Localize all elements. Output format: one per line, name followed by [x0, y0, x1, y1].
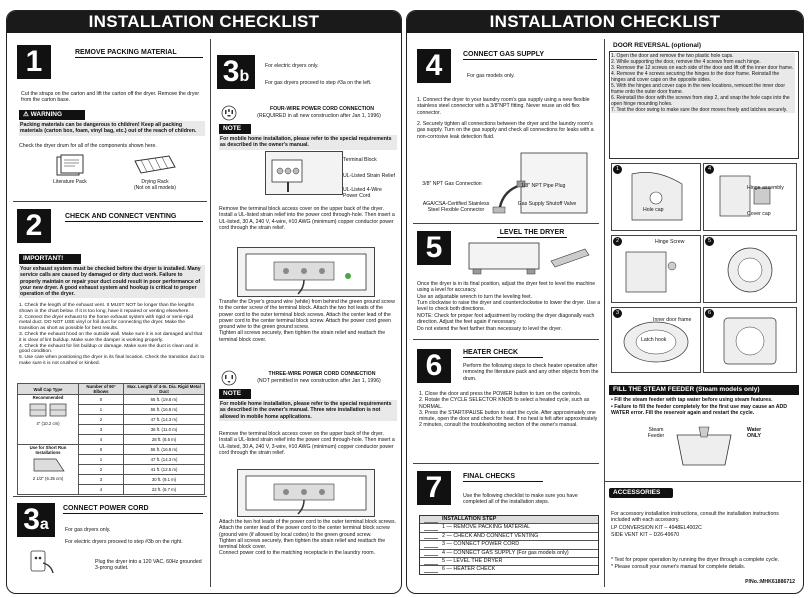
door-fig-num-2: 2 — [613, 237, 622, 246]
checklist-item[interactable]: 1 — REMOVE PACKING MATERIAL — [420, 524, 598, 532]
step-1-title: REMOVE PACKING MATERIAL — [75, 49, 203, 58]
checklist-item[interactable]: 2 — CHECK AND CONNECT VENTING — [420, 533, 598, 541]
literature-pack-image — [55, 154, 85, 178]
table-row — [18, 395, 205, 405]
door-figure-4 — [703, 163, 797, 231]
label-latch-hook: Latch hook — [641, 337, 667, 343]
label-strain-relief: UL-Listed Strain Relief — [343, 173, 395, 179]
door-fig-num-4: 4 — [705, 165, 714, 174]
door-steps — [611, 53, 795, 113]
step-2-number: 2 — [17, 209, 51, 243]
label-four-wire-cord: UL-Listed 4-Wire Power Cord — [343, 187, 382, 200]
step-4-number: 4 — [417, 49, 451, 83]
four-wire-body-2: Transfer the Dryer's ground wire (white) from behind the green ground screw to the center screw of the terminal block. Attach the two hot leads of the power cord to the outer terminal block screws. Attach the center lead of the power cord to the center terminal block screw. Attach the power cord green ground wire to the green ground screw. Tighten all screws securely, then tighten the strain relief and reattach the terminal block cover. — [219, 299, 395, 343]
left-panel — [6, 10, 402, 594]
part-number: P/No.:MHK61886712 — [745, 579, 795, 585]
step-3a-digit: 3 — [23, 503, 40, 536]
dims-short-run: 2 1/2" (6.35 cm) — [32, 476, 64, 481]
table-cell: 41 ft. (12.5 m) — [124, 465, 205, 475]
label-gas-connection: 3/8" NPT Gas Connection — [422, 181, 482, 187]
label-cover-cap: Cover cap — [747, 211, 771, 217]
steam-bullet-2: • Failure to fill the feeder completely for the first use may cause an ADD WATER error. Fill the reservoir again and restart the cycle. — [611, 404, 788, 417]
step-1-body: Cut the straps on the carton and lift the carton off the dryer. Remove the dryer from the carton base. — [21, 91, 200, 104]
step-7-title: FINAL CHECKS — [463, 473, 543, 482]
step-3a-letter: a — [39, 516, 49, 533]
group-short-run — [18, 445, 79, 495]
table-cell: 4 — [79, 435, 124, 445]
four-prong-outlet-icon — [221, 105, 237, 121]
three-wire-subtitle: (NOT permitted in new construction after Jan 1, 1996) — [257, 378, 381, 384]
warning-icon: ⚠ — [23, 111, 29, 118]
drying-rack-image — [131, 153, 177, 177]
door-figure-5 — [703, 235, 797, 303]
steam-title: FILL THE STEAM FEEDER (Steam models only) — [609, 385, 799, 395]
plug-image — [29, 549, 55, 575]
check-components-text: Check the dryer drum for all of the components shown here. — [19, 143, 157, 149]
right-header: INSTALLATION CHECKLIST — [407, 11, 803, 33]
three-wire-body: Remove the terminal block access cover on the upper back of the dryer. Install a UL-listed strain relief into the power cord through-hole. Then insert a UL-listed, 30 A, 240 V, 3-wire, #10 AWG (minimum) copper conductor power cord through the strain relief. — [219, 431, 395, 456]
dims-recommended: 4" (10.2 cm) — [36, 421, 60, 426]
door-step-4: 4. Remove the 4 screws securing the hinges to the door frame. Reinstall the hinges and cover caps on the opposite sides. — [611, 71, 780, 83]
table-cell: 36 ft. (11.0 m) — [124, 425, 205, 435]
step-3a-line1: For gas dryers only. — [65, 527, 111, 533]
checklist-item[interactable]: 3 — CONNECT POWER CORD — [420, 541, 598, 549]
gas-step-2: 2. Securely tighten all connections between the dryer and the laundry room's gas supply. Turn on the gas supply and check all connections for leaks with a non-corrosive leak detection fluid. — [417, 121, 594, 140]
step-2-title: CHECK AND CONNECT VENTING — [65, 213, 203, 222]
door-fig-num-5: 5 — [705, 237, 714, 246]
note-label-2: NOTE — [219, 389, 251, 399]
group-recommended — [18, 395, 79, 445]
venting-step-5: 5. Use care when positioning the dryer in its final location. Check the transition duct to make sure it is not crushed or kinked. — [19, 355, 205, 366]
door-step-2: 2. While supporting the door, remove the 4 screws from each hinge. — [611, 59, 761, 65]
table-cell: 2 — [79, 415, 124, 425]
steam-bullet-1: • Fill the steam feeder with tap water before using steam features. — [611, 397, 773, 403]
level-dryer-diagram — [459, 241, 595, 277]
four-wire-body: Remove the terminal block access cover on the upper back of the dryer. Install a UL-listed strain relief into the power cord through-hole. Then insert a UL-listed, 30 A, 240 V, 4-wire, #10 AWG (minimum) copper conductor power cord through the strain relief. — [219, 206, 395, 231]
accessories-title: ACCESSORIES — [609, 488, 673, 498]
four-wire-title: FOUR-WIRE POWER CORD CONNECTION — [269, 106, 375, 112]
important-label: IMPORTANT! — [19, 254, 81, 264]
step-1-number: 1 — [17, 45, 51, 79]
step-6-title: HEATER CHECK — [463, 349, 543, 358]
table-cell: 30 ft. (9.1 m) — [124, 475, 205, 485]
table-header: Number of 90° Elbows — [79, 384, 124, 395]
step-3b-letter: b — [239, 68, 250, 85]
warning-text: Packing materials can be dangerous to children! Keep all packing materials (carton box, foam, vinyl bag, etc.) out of the reach of children. — [19, 121, 205, 136]
table-header: Max. Length of 4-In. Dia. Rigid Metal Duct — [124, 384, 205, 395]
three-prong-outlet-icon — [221, 370, 237, 386]
divider-r4 — [605, 481, 801, 482]
label-terminal-block: Terminal Block — [343, 157, 377, 163]
table-cell: 65 ft. (19.8 m) — [124, 395, 205, 405]
step-3b-digit: 3 — [222, 55, 240, 88]
steam-feeder-diagram — [669, 425, 739, 471]
venting-steps — [19, 303, 205, 367]
footnote-1: * Test for proper operation by running the dryer through a complete cycle. — [611, 557, 780, 563]
divider-r3 — [413, 463, 599, 464]
label-hinge-screw: Hinge Screw — [655, 239, 685, 245]
three-wire-body-2: Attach the two hot leads of the power cord to the outer terminal block screws. Attach the center lead of the power cord to the center terminal block screw (ground wire (if allowed by local codes) to the green ground screw. Tighten all screws securely, then tighten the strain relief and reattach the terminal block cover. Connect power cord to the matching receptacle in the laundry room. — [219, 519, 397, 557]
divider-r1 — [413, 223, 599, 224]
step-5-number: 5 — [417, 231, 451, 265]
step-4-title: CONNECT GAS SUPPLY — [463, 51, 597, 60]
step-3b-line2: For gas dryers proceed to step #3a on the left. — [265, 80, 372, 86]
door-fig-num-6: 6 — [705, 309, 714, 318]
table-cell: 1 — [79, 405, 124, 415]
column-divider-right — [604, 39, 605, 587]
step-3b-number — [217, 55, 255, 89]
door-fig-num-1: 1 — [613, 165, 622, 174]
label-hinge-assembly: Hinge assembly — [747, 185, 784, 191]
literature-pack-caption: Literature Pack — [53, 179, 87, 185]
checklist-item[interactable]: 5 — LEVEL THE DRYER — [420, 558, 598, 566]
heater-step-2: 2. Rotate the CYCLE SELECTOR KNOB to select a heated cycle, such as NORMAL. — [419, 397, 590, 410]
step-3a-line2: For electric dryers proceed to step #3b on the right. — [65, 539, 183, 545]
door-figure-6 — [703, 307, 797, 373]
strain-relief-diagram — [265, 151, 343, 195]
accessory-kit-1: LP CONVERSION KIT – 4948EL4002C — [611, 525, 702, 531]
four-wire-diagram — [237, 247, 375, 297]
table-header: Wall Cap Type — [18, 384, 79, 395]
table-cell: 3 — [79, 475, 124, 485]
venting-step-4: 4. Check the exhaust for lint buildup or damage. Make sure the duct is clean and in good condition. — [19, 343, 199, 355]
accessories-body: For accessory installation instructions, consult the installation instructions included with each accessory. — [611, 511, 779, 524]
important-text: Your exhaust system must be checked before the dryer is installed. Many service calls are caused by damaged or dirty duct work. Failure to properly maintain or repair your duct could result in poor performance of your new dryer. A good exhaust system and hookup is critical to proper operation of the dryer. — [19, 265, 205, 298]
table-cell: 3 — [79, 425, 124, 435]
door-step-3: 3. Remove the 12 screws on each side of the door and lift off the inner door frame. — [611, 65, 794, 71]
venting-step-1: 1. Check the length of the exhaust vent. It MUST NOT be longer than the lengths shown in the chart below. If it is too long, have it repaired or venting elsewhere. — [19, 303, 194, 314]
drying-rack-caption: Drying Rack (Not on all models) — [134, 179, 176, 191]
label-hole-cap: Hole cap — [643, 207, 664, 213]
note-label-1: NOTE — [219, 124, 251, 134]
step-3a-title: CONNECT POWER CORD — [63, 505, 203, 514]
table-cell: 4 — [79, 485, 124, 495]
door-fig-num-3: 3 — [613, 309, 622, 318]
level-note: NOTE: Check for proper foot adjustment by rocking the dryer diagonally each direction. Adjust the feet again if necessary. Do not extend the feet farther than necessary to level the dryer. — [417, 313, 595, 332]
step-5-title: LEVEL THE DRYER — [497, 229, 567, 238]
label-inner-door-frame: Inner door frame — [653, 317, 692, 323]
table-cell: 55 ft. (16.8 m) — [124, 445, 205, 455]
checklist-item[interactable]: 4 — CONNECT GAS SUPPLY (For gas models only) — [420, 550, 598, 558]
checklist-item[interactable]: 6 — HEATER CHECK — [420, 566, 598, 573]
three-wire-title: THREE-WIRE POWER CORD CONNECTION — [268, 371, 376, 377]
heater-intro: Perform the following steps to check heater operation after removing the literature pack and any other objects from the drum. — [463, 363, 599, 382]
heater-step-1: 1. Close the door and press the POWER button to turn on the controls. — [419, 391, 582, 397]
footnote-2: * Please consult your owner's manual for complete details. — [611, 564, 746, 570]
column-divider — [210, 39, 211, 587]
door-figure-1 — [611, 163, 701, 231]
gas-step-1: 1. Connect the dryer to your laundry room's gas supply using a new flexible stainless steel connector with a 3/8"NPT fitting. Never reuse an old flex connector. — [417, 97, 590, 116]
door-step-7: 7. Test the door swing to make sure the door moves freely and latches securely. — [611, 107, 788, 113]
three-wire-diagram — [237, 469, 375, 517]
checklist-header: INSTALLATION STEP — [420, 516, 598, 524]
table-row — [18, 445, 205, 455]
step-6-number: 6 — [417, 349, 451, 383]
door-step-6: 6. Reinstall the door with the screws from step 2, and snap the hole caps into the open hinge mounting holes. — [611, 95, 790, 107]
warning-label-text: WARNING — [30, 111, 63, 118]
step-3a-number — [17, 503, 55, 537]
table-cell: 47 ft. (14.3 m) — [124, 455, 205, 465]
step-3a-line3: Plug the dryer into a 120 VAC, 60Hz grounded 3-prong outlet. — [95, 559, 202, 572]
level-body: Once the dryer is in its final position, adjust the dryer feet to level the machine using a level for accuracy. Use an adjustable wrench to turn the leveling feet. Turn clockwise to raise the dryer and counterclockwise to lower the dryer. Use a level to check both directions. — [417, 281, 601, 313]
wall-cap-recommended-image — [26, 400, 70, 420]
step-4-line1: For gas models only. — [467, 73, 515, 79]
table-header-row — [18, 384, 205, 395]
heater-steps — [419, 391, 601, 429]
right-panel — [406, 10, 804, 594]
label-pipe-plug: 1/8" NPT Pipe Plug — [521, 183, 566, 189]
door-step-5: 5. With the hinges and cover caps in the new locations, remount the inner door frame onto the outer door frame. — [611, 83, 785, 95]
divider-r2 — [413, 339, 599, 340]
door-reversal-title: DOOR REVERSAL (optional) — [609, 41, 799, 52]
final-checklist — [419, 515, 599, 575]
step-3b-line1: For electric dryers only. — [265, 63, 319, 69]
label-water-only: Water ONLY — [746, 427, 762, 440]
left-header: INSTALLATION CHECKLIST — [7, 11, 401, 33]
table-cell: 47 ft. (14.3 m) — [124, 415, 205, 425]
table-cell: 0 — [79, 395, 124, 405]
final-intro: Use the following checklist to make sure you have completed all of the installation steps. — [463, 493, 578, 506]
note-text-2: For mobile home installation, please refer to the special requirements as described in the owner's manual. Three wire installation is not allowed in mobile home applications. — [219, 400, 397, 421]
table-cell: 0 — [79, 445, 124, 455]
table-cell: 2 — [79, 465, 124, 475]
wall-cap-short-image — [26, 455, 70, 475]
warning-label — [19, 110, 85, 120]
label-steam-feeder: Steam Feeder — [647, 427, 665, 440]
four-wire-subtitle: (REQUIRED in all new construction after Jan 1, 1996) — [257, 113, 381, 119]
group-short-run-label: Use for Short Run Installations — [29, 445, 67, 455]
table-cell: 1 — [79, 455, 124, 465]
note-text-1: For mobile home installation, please refer to the special requirements as described in the owner's manual. — [219, 135, 397, 150]
step-7-number: 7 — [417, 471, 451, 505]
venting-table — [17, 383, 205, 495]
door-step-1: 1. Open the door and remove the two plastic hole caps. — [611, 53, 734, 59]
venting-step-2: 2. Connect the dryer exhaust to the home exhaust system with rigid or semi-rigid metal duct. DO NOT USE vinyl or foil duct for connecting the dryer. Make the transition as short as possible for best results. — [19, 314, 194, 332]
table-cell: 55 ft. (16.8 m) — [124, 405, 205, 415]
table-cell: 28 ft. (8.5 m) — [124, 435, 205, 445]
table-cell: 22 ft. (6.7 m) — [124, 485, 205, 495]
divider-1 — [13, 201, 207, 202]
venting-step-3: 3. Check the exhaust hood on the outside wall. Make sure it is not damaged and that it is clear of lint buildup. Make sure the damper is working properly. — [19, 331, 203, 343]
divider-2 — [13, 496, 207, 497]
label-shutoff-valve: Gas Supply Shutoff Valve — [517, 201, 577, 207]
label-flex-connector: AGA/CSA-Certified Stainless Steel Flexible Connector — [422, 201, 490, 214]
heater-step-3: 3. Press the START/PAUSE button to start the cycle. After approximately one minute, open the door and check for heat. If no heat is felt after approximately 2 minutes, consult the troubleshooting section of the owner's manual. — [419, 409, 598, 429]
group-recommended-label: Recommended — [32, 395, 64, 400]
accessory-kit-2: SIDE VENT KIT – D26-49670 — [611, 532, 680, 538]
